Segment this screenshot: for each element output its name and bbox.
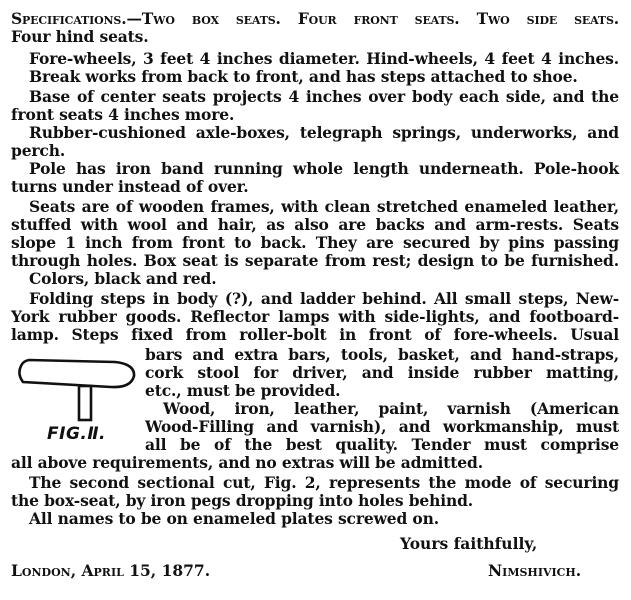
text-line-5: Base of center seats projects 4 inches over body each side, and the bbox=[29, 87, 619, 106]
text-line-27: the box-seat, by iron pegs dropping into holes behind. bbox=[11, 491, 474, 510]
text-line-4: Break works from back to front, and has steps attached to shoe. bbox=[29, 67, 578, 86]
text-line-22: Wood, iron, leather, paint, varnish (American bbox=[163, 399, 619, 418]
signature: Nimshivich. bbox=[488, 561, 582, 580]
text-line-26: The second sectional cut, Fig. 2, represents the mode of securing bbox=[29, 473, 619, 492]
text-line-6: front seats 4 inches more. bbox=[11, 105, 235, 124]
text-line-25: all above requirements, and no extras will be admitted. bbox=[11, 453, 483, 472]
fig-2-box-seat-sectional-cut bbox=[15, 352, 145, 424]
text-line-16: Folding steps in body (?), and ladder behind. All small steps, New- bbox=[29, 289, 619, 308]
text-line-20: cork stool for driver, and inside rubber matting, bbox=[145, 363, 619, 382]
text-line-28: All names to be on enameled plates screwed on. bbox=[29, 509, 439, 528]
text-line-2: Four hind seats. bbox=[11, 27, 149, 46]
text-line-14: through holes. Box seat is separate from rest; design to be furnished. bbox=[11, 251, 619, 270]
place-date-text: London, April 15, 1877. bbox=[11, 561, 211, 580]
text-line-8: perch. bbox=[11, 141, 66, 160]
text-line-18: lamp. Steps fixed from roller-bolt in front of fore-wheels. Usual bbox=[11, 325, 619, 344]
text-line-17: York rubber goods. Reflector lamps with side-lights, and footboard- bbox=[11, 307, 619, 326]
text-line-15: Colors, black and red. bbox=[29, 269, 217, 288]
closing-salutation: Yours faithfully, bbox=[400, 534, 538, 553]
text-line-23: Wood-Filling and varnish), and workmanship, must bbox=[145, 417, 619, 436]
text-line-24: all be of the best quality. Tender must comprise bbox=[145, 435, 619, 454]
text-line-10: turns under instead of over. bbox=[11, 177, 249, 196]
text-line-11: Seats are of wooden frames, with clean stretched enameled leather, bbox=[29, 197, 619, 216]
text-line-3: Fore-wheels, 3 feet 4 inches diameter. Hind-wheels, 4 feet 4 inches. bbox=[29, 49, 619, 68]
text-line-19: bars and extra bars, tools, basket, and hand-straps, bbox=[145, 345, 619, 364]
text-line-7: Rubber-cushioned axle-boxes, telegraph springs, underworks, and bbox=[29, 123, 619, 142]
text-line-13: slope 1 inch from front to back. They are secured by pins passing bbox=[11, 233, 619, 252]
text-line-1 bbox=[11, 10, 619, 28]
specifications-text: Specifications.—Two box seats. Four front seats. Two side seats. bbox=[11, 9, 619, 28]
text-line-21: etc., must be provided. bbox=[145, 381, 341, 400]
place-date bbox=[11, 561, 210, 580]
text-line-9: Pole has iron band running whole length underneath. Pole-hook bbox=[29, 159, 619, 178]
text-line-12: stuffed with wool and hair, as also are backs and arm-rests. Seats bbox=[11, 215, 619, 234]
figure-label: FIG.Ⅱ. bbox=[47, 424, 107, 444]
